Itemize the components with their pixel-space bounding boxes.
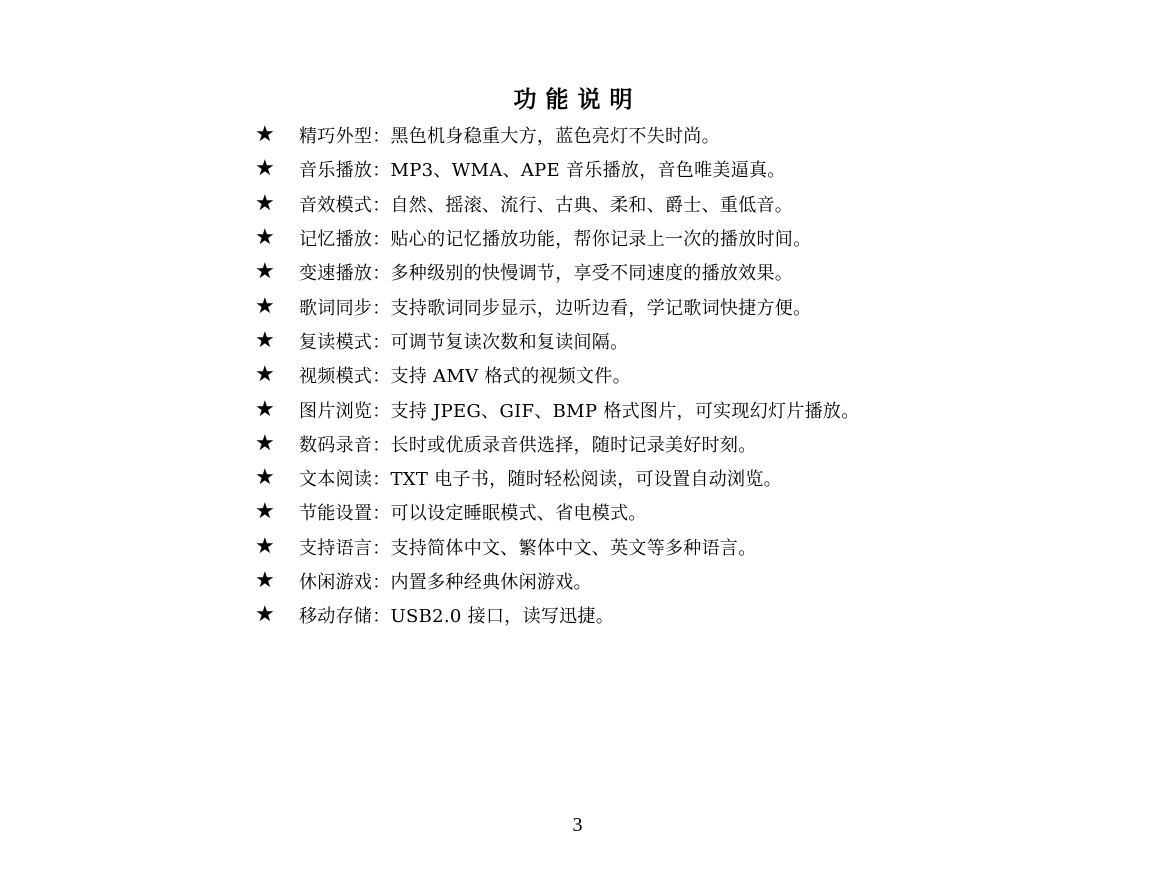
feature-text: 文本阅读：TXT 电子书，随时轻松阅读，可设置自动浏览。 [299,469,782,491]
feature-text: 视频模式：支持 AMV 格式的视频文件。 [299,366,631,388]
feature-text: 歌词同步：支持歌词同步显示，边听边看，学记歌词快捷方便。 [299,297,812,319]
star-icon: ★ [255,533,275,559]
feature-text: 移动存储：USB2.0 接口，读写迅捷。 [299,606,615,628]
star-icon: ★ [255,293,275,319]
star-icon: ★ [255,362,275,388]
feature-text: 音效模式：自然、摇滚、流行、古典、柔和、爵士、重低音。 [299,194,794,216]
star-icon: ★ [255,122,275,148]
feature-item [255,118,860,152]
feature-item [255,495,860,529]
star-icon: ★ [255,568,275,593]
star-icon: ★ [255,225,275,251]
feature-text: 记忆播放：贴心的记忆播放功能，帮你记录上一次的播放时间。 [299,229,812,251]
feature-item [255,152,860,186]
feature-text: 数码录音：长时或优质录音供选择，随时记录美好时刻。 [299,434,757,456]
feature-item [255,289,860,323]
feature-item [255,324,860,358]
feature-text: 支持语言：支持简体中文、繁体中文、英文等多种语言。 [299,537,757,559]
star-icon: ★ [255,156,275,182]
feature-item [255,358,860,392]
star-icon: ★ [255,602,275,628]
feature-item [255,427,860,461]
feature-text: 复读模式：可调节复读次数和复读间隔。 [299,331,629,353]
star-icon: ★ [255,396,275,422]
page-number: 3 [572,814,583,836]
feature-text: 精巧外型：黑色机身稳重大方，蓝色亮灯不失时尚。 [299,126,720,148]
feature-list [255,118,860,632]
star-icon: ★ [255,327,275,353]
star-icon: ★ [255,259,275,285]
feature-item [255,564,860,598]
feature-item [255,187,860,221]
feature-text: 休闲游戏：内置多种经典休闲游戏。 [299,572,592,593]
feature-text: 变速播放：多种级别的快慢调节，享受不同速度的播放效果。 [299,263,794,285]
page-title: 功能说明 [513,87,642,113]
feature-item [255,221,860,255]
feature-text: 图片浏览：支持 JPEG、GIF、BMP 格式图片，可实现幻灯片播放。 [299,400,860,422]
star-icon: ★ [255,465,275,491]
feature-text: 音乐播放：MP3、WMA、APE 音乐播放，音色唯美逼真。 [299,160,786,182]
feature-item [255,530,860,564]
feature-item [255,461,860,495]
star-icon: ★ [255,430,275,456]
star-icon: ★ [255,190,275,216]
feature-item [255,598,860,632]
star-icon: ★ [255,499,275,525]
feature-item [255,392,860,426]
feature-text: 节能设置：可以设定睡眠模式、省电模式。 [299,503,647,525]
feature-item [255,255,860,289]
